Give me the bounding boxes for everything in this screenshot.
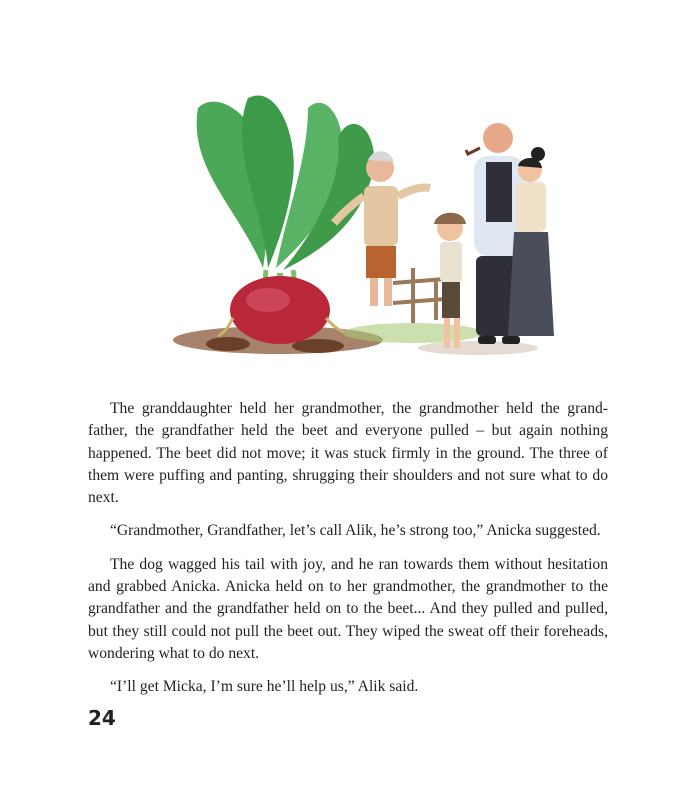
beet-and-family-illustration [168, 78, 558, 368]
paragraph-1: The granddaughter held her grandmother, the grandmother held the grand-father, the grandfather held the beet and everyone pulled – but again nothing happened. The beet did not move; it was stuck firmly in the ground. The three of them were puffing and panting, shrugging their shoulders and not sure what to do next. [88, 400, 608, 507]
paragraph-3: The dog wagged his tail with joy, and he ran towards them without hesitation and grabbed Anicka. Anicka held on to her grandmother, the grandmother to the grandfather and the grandfather held on to the beet... And they pulled and pulled, but they still could not pull the beet out. They wiped the sweat off their foreheads, wondering what to do next. [88, 555, 608, 662]
paragraph-4: “I’ll get Micka, I’m sure he’ll help us,” Alik said. [110, 678, 419, 696]
beet-leaves [197, 95, 374, 308]
story-text [88, 398, 608, 710]
paragraph-2: “Grandmother, Grandfather, let’s call Alik, he’s strong too,” Anicka suggested. [110, 522, 601, 540]
page-number: 24 [88, 706, 116, 730]
